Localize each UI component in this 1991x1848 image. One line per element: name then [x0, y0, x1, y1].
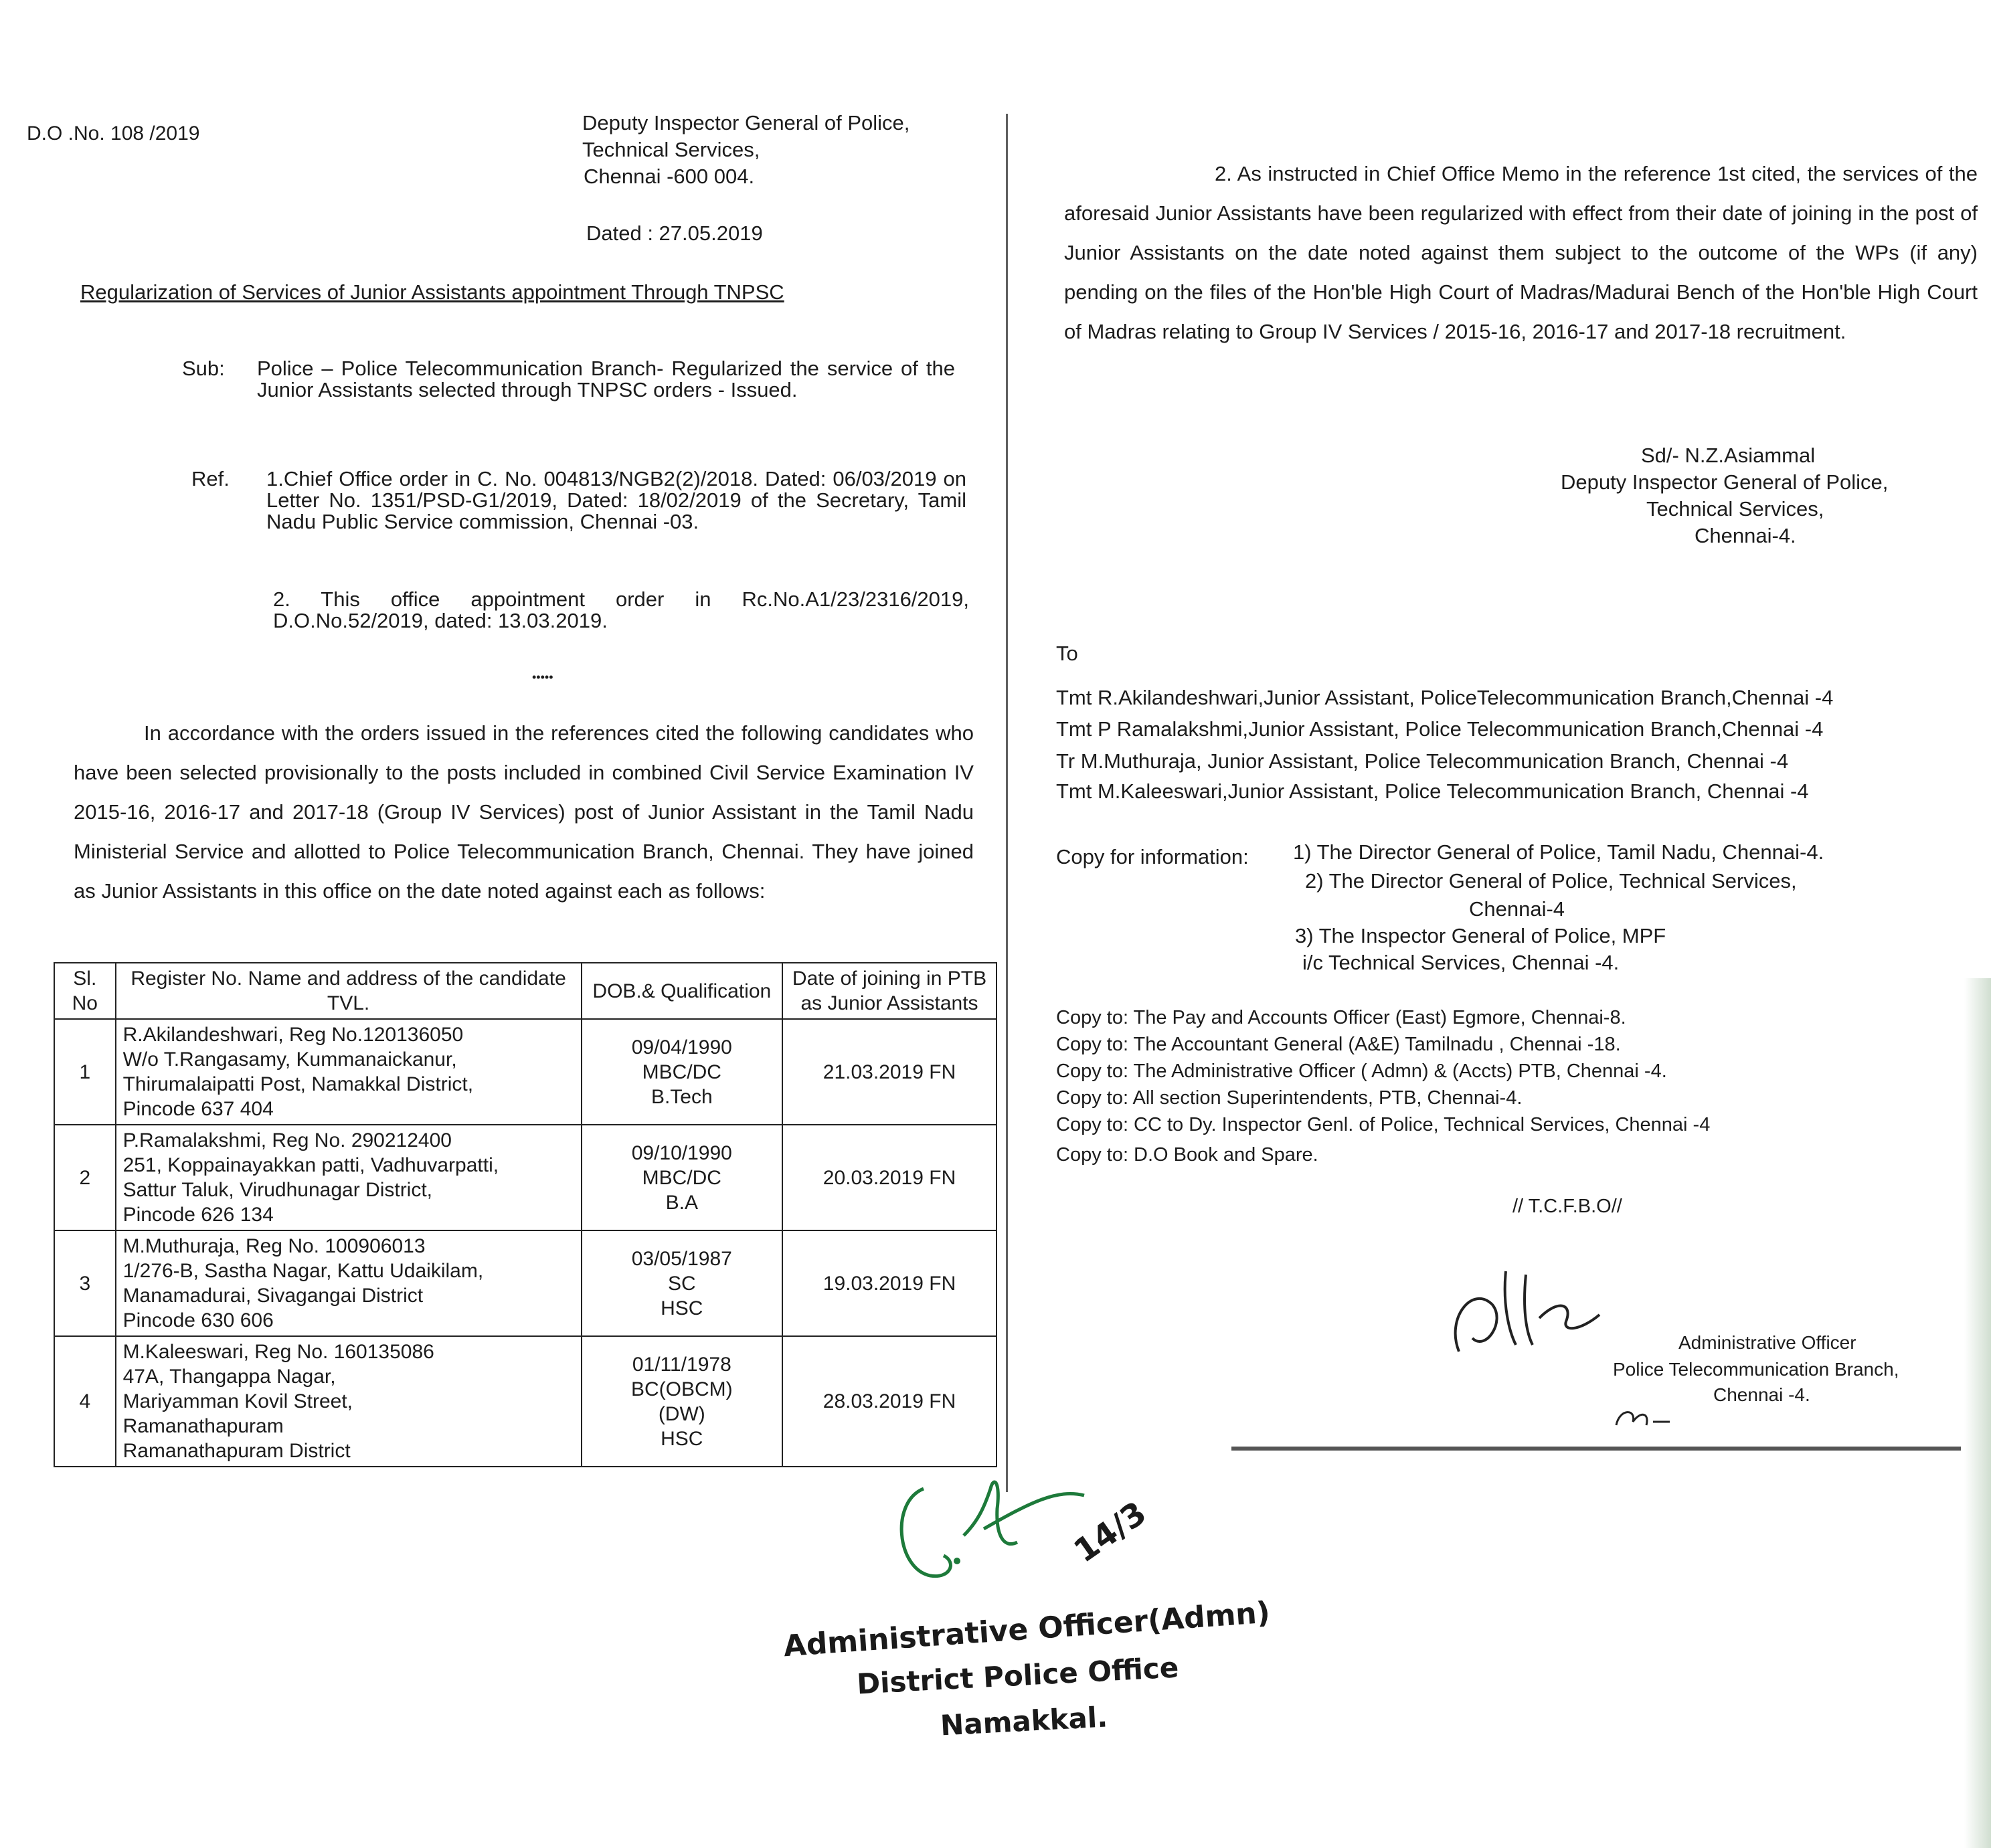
signature-date: 14/3	[1067, 1494, 1154, 1570]
row-3-dob	[582, 1230, 782, 1336]
copy-info-label: Copy for information:	[1056, 845, 1249, 868]
page-fold-line	[1006, 114, 1008, 1492]
row-2-name-line: Sattur Taluk, Virudhunagar District,	[122, 1179, 433, 1201]
signatory-name: Sd/- N.Z.Asiammal	[1641, 444, 1816, 467]
copy-info-item: 3) The Inspector General of Police, MPF	[1295, 924, 1666, 947]
copy-info-item: 2) The Director General of Police, Technical Services,	[1305, 869, 1797, 893]
candidates-table	[54, 962, 997, 1467]
row-1-sl: 1	[54, 1019, 116, 1125]
tcfbo: // T.C.F.B.O//	[1512, 1196, 1622, 1217]
row-1-name-line: Thirumalaipatti Post, Namakkal District,	[122, 1073, 474, 1095]
page-bottom-edge	[1231, 1447, 1961, 1451]
row-4-name-line: Ramanathapuram	[122, 1415, 284, 1437]
header-doj: Date of joining in PTB as Junior Assistants	[782, 963, 997, 1019]
sender-line-1: Deputy Inspector General of Police,	[582, 111, 910, 134]
row-4-dob-line: 01/11/1978	[632, 1353, 731, 1376]
sender-line-3: Chennai -600 004.	[584, 165, 755, 188]
stamp-line-3: Namakkal.	[939, 1700, 1109, 1742]
to-recipient: Tmt P Ramalakshmi,Junior Assistant, Police Telecommunication Branch,Chennai -4	[1056, 717, 1824, 741]
row-1-dob	[582, 1019, 782, 1125]
row-1-dob-line: 09/04/1990	[631, 1036, 732, 1058]
table-row	[54, 1019, 997, 1125]
regularization-paragraph: 2. As instructed in Chief Office Memo in the reference 1st cited, the services of the aforesaid Junior Assistants have been regularized with effect from their date of joining in the post of Junior Assistants on the date noted against them subject to the outcome of the WPs (if any) pending on the files of the Hon'ble High Court of Madras/Madurai Bench of the Hon'ble High Court of Madras relating to Group IV Services / 2015-16, 2016-17 and 2017-18 recruitment.	[1064, 162, 1978, 343]
subject-label: Sub:	[182, 357, 225, 380]
row-4-dob-line: BC(OBCM)	[630, 1378, 733, 1400]
ao-signature	[1432, 1258, 1633, 1365]
row-3-sl: 3	[54, 1230, 116, 1336]
dated: Dated : 27.05.2019	[586, 221, 763, 245]
row-2-dob-line: MBC/DC	[642, 1166, 721, 1189]
row-2-name-line: P.Ramalakshmi, Reg No. 290212400	[122, 1129, 452, 1151]
to-recipient: Tr M.Muthuraja, Junior Assistant, Police Telecommunication Branch, Chennai -4	[1056, 749, 1789, 773]
row-4-name-line: 47A, Thangappa Nagar,	[122, 1366, 336, 1388]
signature-dot	[954, 1558, 960, 1564]
signatory-place: Chennai-4.	[1695, 524, 1796, 547]
header-name: Register No. Name and address of the candidate TVL.	[116, 963, 582, 1019]
stamp-line-2: District Police Office	[856, 1651, 1180, 1701]
body-paragraph: In accordance with the orders issued in the references cited the following candidates who have been selected provisionally to the posts included in combined Civil Service Examination IV 2015-16, 2016-17 and 2017-18 (Group IV Services) post of Junior Assistant in the Tamil Nadu Ministerial Service and allotted to Police Telecommunication Branch, Chennai. They have joined as Junior Assistants in this office on the date noted against each as follows:	[74, 721, 974, 903]
row-4-name-line: M.Kaleeswari, Reg No. 160135086	[122, 1341, 434, 1363]
ao-designation: Administrative Officer	[1678, 1332, 1856, 1353]
row-2-name-line: 251, Koppainayakkan patti, Vadhuvarpatti,	[122, 1154, 499, 1176]
row-3-name-line: Pincode 630 606	[122, 1309, 274, 1331]
stamp-line-1: Administrative Officer(Admn)	[782, 1595, 1272, 1664]
order-title-text: Regularization of Services of Junior Assistants appointment Through TNPSC	[80, 280, 784, 304]
row-2-name	[116, 1125, 582, 1230]
row-2-dob-line: B.A	[665, 1191, 698, 1214]
row-4-name	[116, 1336, 582, 1467]
reference-block	[191, 467, 969, 642]
reference-label: Ref.	[191, 467, 230, 490]
table-row	[54, 1125, 997, 1230]
row-2-dob	[582, 1125, 782, 1230]
ao-place: Chennai -4.	[1713, 1384, 1810, 1405]
row-4-dob	[582, 1336, 782, 1467]
table-row	[54, 1230, 997, 1336]
copy-to-line: Copy to: The Accountant General (A&E) Tamilnadu , Chennai -18.	[1056, 1034, 1621, 1055]
row-3-name-line: 1/276-B, Sastha Nagar, Kattu Udaikilam,	[122, 1260, 484, 1282]
separator-dots: •••••	[532, 670, 553, 684]
reference-2: 2. This office appointment order in Rc.No.A1/23/2316/2019, D.O.No.52/2019, dated: 13.03.2019.	[273, 587, 969, 632]
to-label: To	[1056, 642, 1078, 665]
signatory-designation: Deputy Inspector General of Police,	[1561, 470, 1889, 494]
copy-to-line: Copy to: D.O Book and Spare.	[1056, 1144, 1318, 1166]
row-1-dob-line: MBC/DC	[642, 1060, 721, 1083]
row-4-name-line: Ramanathapuram District	[122, 1440, 351, 1462]
to-recipient: Tmt M.Kaleeswari,Junior Assistant, Police Telecommunication Branch, Chennai -4	[1056, 779, 1809, 803]
scan-edge	[1964, 978, 1991, 1848]
row-3-name-line: Manamadurai, Sivagangai District	[122, 1285, 424, 1307]
copy-to-line: Copy to: The Administrative Officer ( Admn) & (Accts) PTB, Chennai -4.	[1056, 1060, 1667, 1082]
row-3-name-line: M.Muthuraja, Reg No. 100906013	[122, 1235, 426, 1257]
copy-info-item: i/c Technical Services, Chennai -4.	[1302, 951, 1620, 974]
row-2-doj: 20.03.2019 FN	[782, 1125, 997, 1230]
row-4-doj: 28.03.2019 FN	[782, 1336, 997, 1467]
sender-line-2: Technical Services,	[582, 138, 760, 161]
row-2-name-line: Pincode 626 134	[122, 1204, 274, 1226]
row-1-name	[116, 1019, 582, 1125]
row-3-doj: 19.03.2019 FN	[782, 1230, 997, 1336]
row-4-sl: 4	[54, 1336, 116, 1467]
reference-1: 1.Chief Office order in C. No. 004813/NGB2(2)/2018. Dated: 06/03/2019 on Letter No. 1351/PSD-G1/2019, Dated: 18/02/2019 of the Secretary, Tamil Nadu Public Service commission, Chennai -03.	[266, 467, 966, 533]
copy-info-item: Chennai-4	[1469, 897, 1565, 921]
to-recipient: Tmt R.Akilandeshwari,Junior Assistant, PoliceTelecommunication Branch,Chennai -4	[1056, 686, 1834, 709]
initials-mark	[1610, 1402, 1683, 1435]
row-2-sl: 2	[54, 1125, 116, 1230]
table-header-row	[54, 963, 997, 1019]
row-1-doj: 21.03.2019 FN	[782, 1019, 997, 1125]
row-1-name-line: R.Akilandeshwari, Reg No.120136050	[122, 1024, 464, 1046]
row-2-dob-line: 09/10/1990	[631, 1141, 732, 1164]
copy-info-item: 1) The Director General of Police, Tamil Nadu, Chennai-4.	[1293, 840, 1824, 864]
row-1-name-line: Pincode 637 404	[122, 1098, 274, 1120]
row-1-dob-line: B.Tech	[651, 1085, 713, 1108]
header-dob: DOB.& Qualification	[582, 963, 782, 1019]
header-sl-no: Sl. No	[54, 963, 116, 1019]
copy-to-line: Copy to: All section Superintendents, PTB, Chennai-4.	[1056, 1087, 1523, 1109]
copy-to-line: Copy to: CC to Dy. Inspector Genl. of Police, Technical Services, Chennai -4	[1056, 1114, 1711, 1135]
row-3-name	[116, 1230, 582, 1336]
table-row	[54, 1336, 997, 1467]
signatory-unit: Technical Services,	[1646, 497, 1824, 521]
row-1-name-line: W/o T.Rangasamy, Kummanaickanur,	[122, 1048, 457, 1071]
row-3-dob-line: HSC	[661, 1297, 703, 1319]
row-3-dob-line: SC	[667, 1272, 696, 1295]
row-4-dob-line: HSC	[661, 1427, 703, 1450]
order-title	[80, 280, 784, 304]
ao-branch: Police Telecommunication Branch,	[1613, 1359, 1899, 1380]
row-3-dob-line: 03/05/1987	[631, 1247, 732, 1270]
subject-block	[182, 358, 955, 432]
row-4-name-line: Mariyamman Kovil Street,	[122, 1390, 353, 1412]
subject-text: Police – Police Telecommunication Branch- Regularized the service of the Junior Assistants selected through TNPSC orders - Issued.	[257, 357, 955, 401]
row-4-dob-line: (DW)	[658, 1402, 705, 1425]
do-number: D.O .No. 108 /2019	[27, 122, 200, 145]
copy-to-line: Copy to: The Pay and Accounts Officer (East) Egmore, Chennai-8.	[1056, 1007, 1626, 1028]
